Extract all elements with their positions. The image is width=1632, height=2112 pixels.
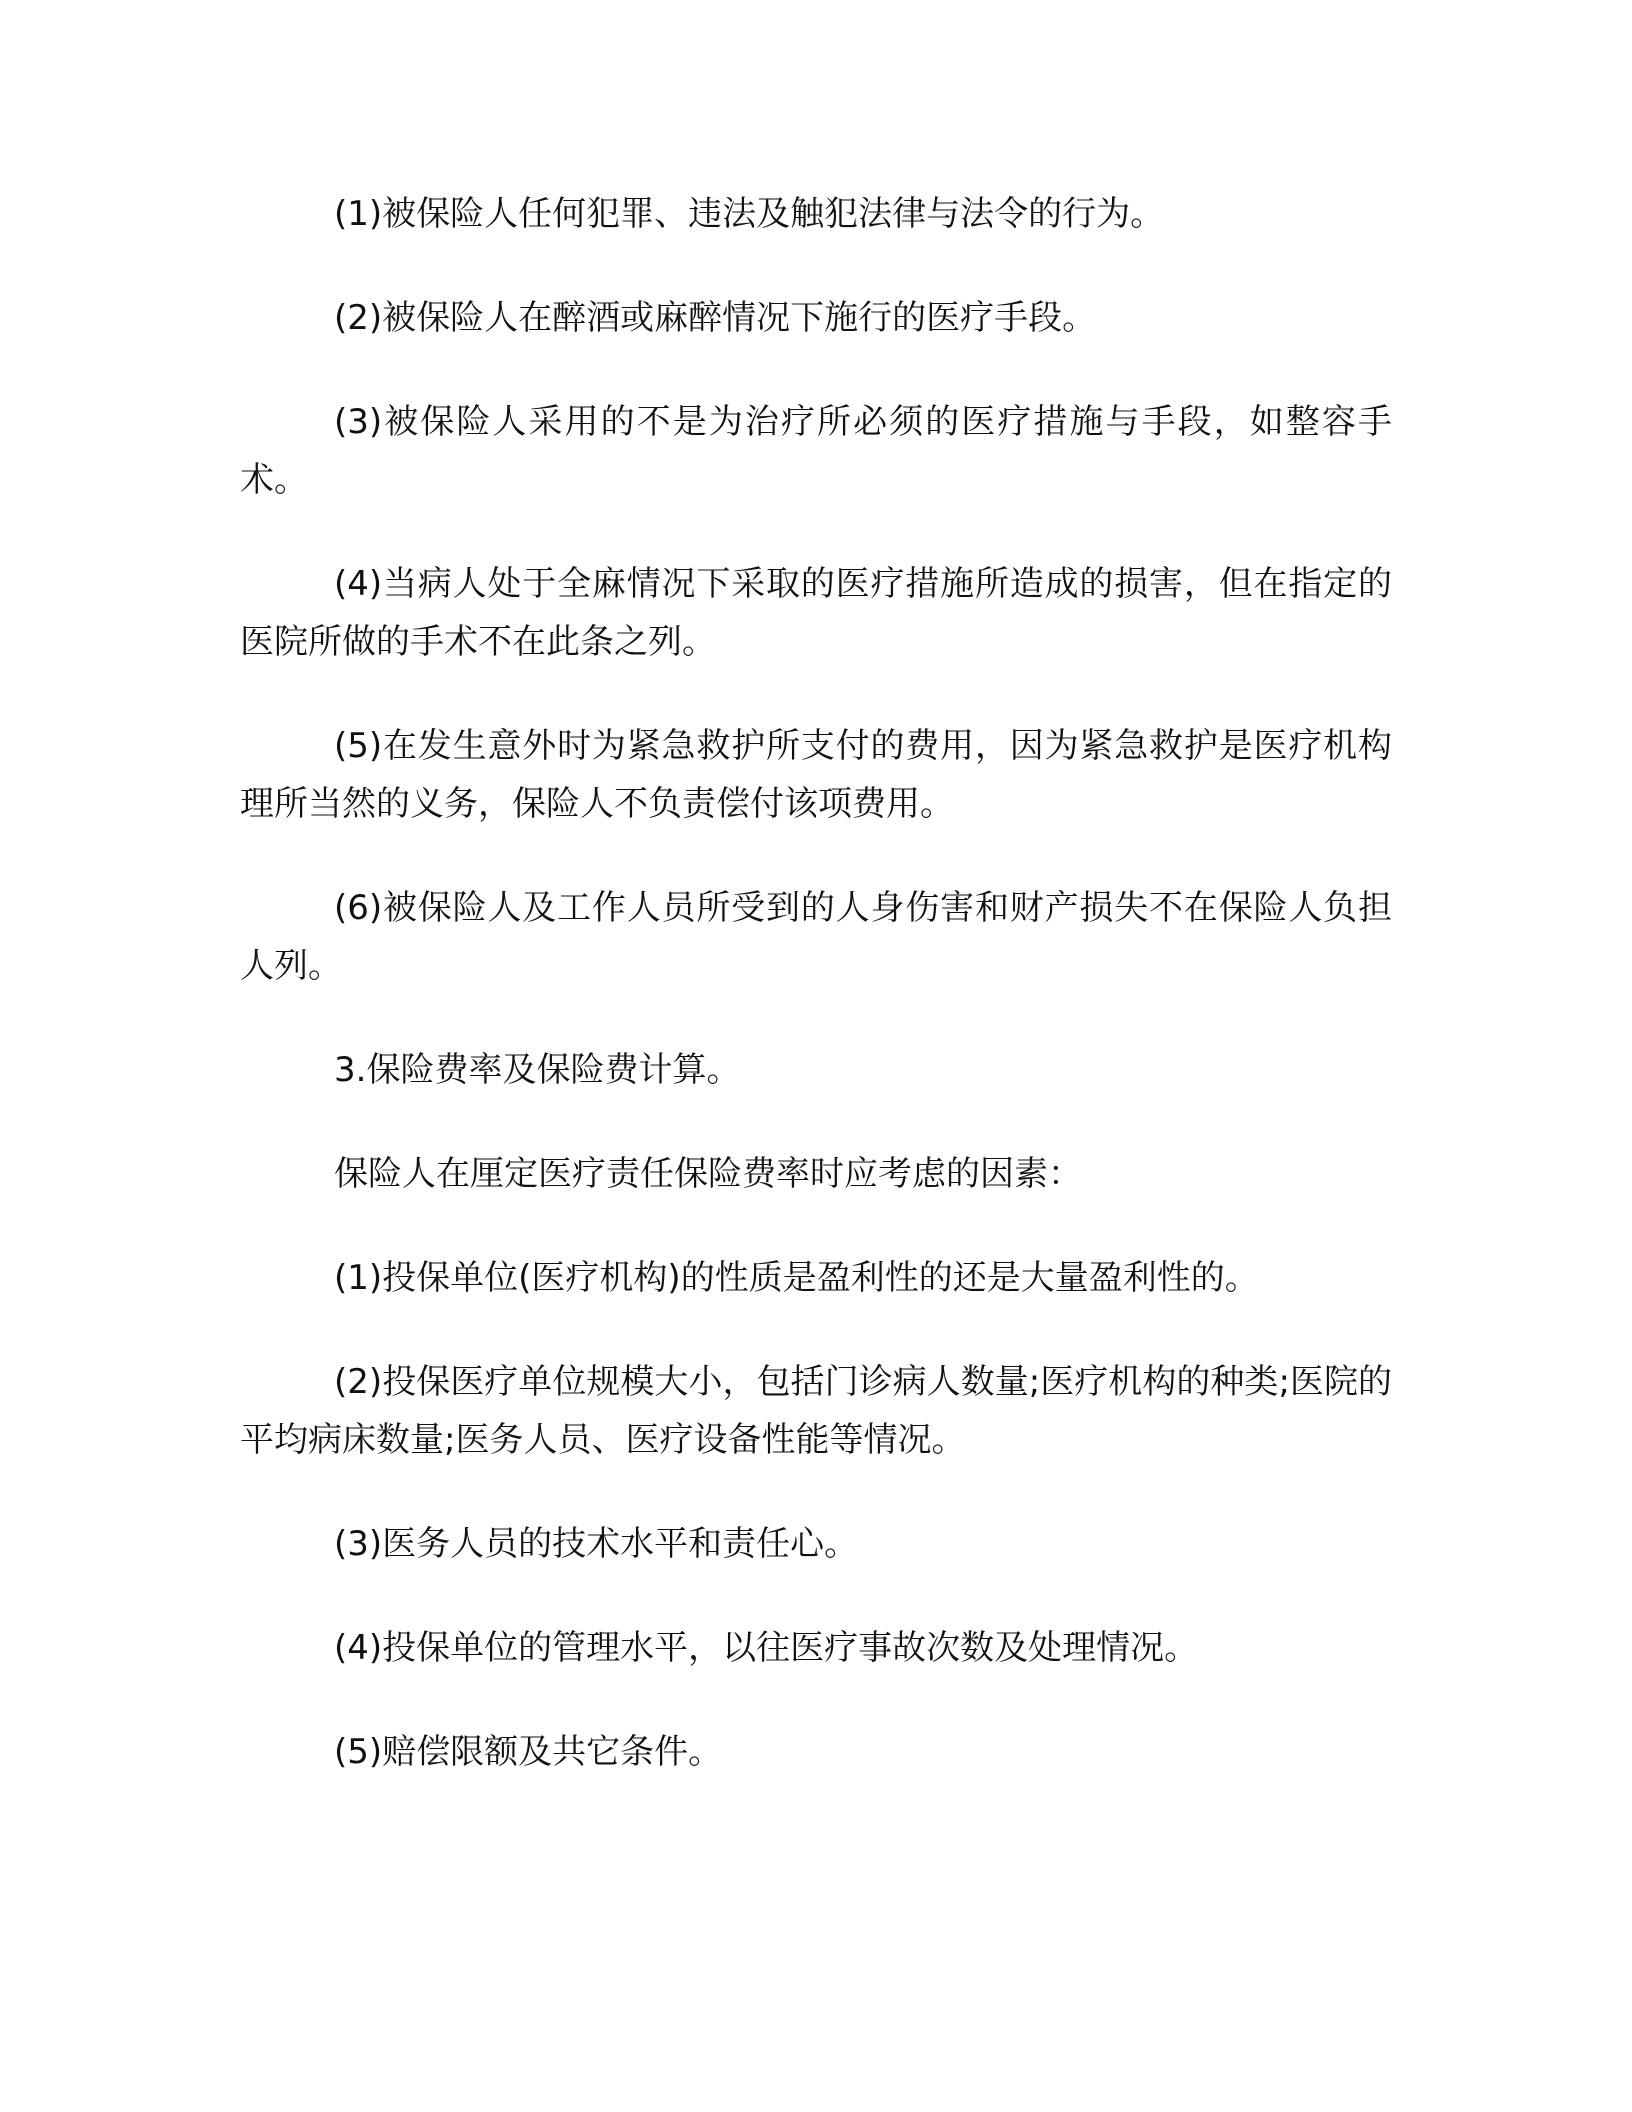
paragraph-exclusion-5: (5)在发生意外时为紧急救护所支付的费用，因为紧急救护是医疗机构理所当然的义务，保险人不负责偿付该项费用。 (240, 726, 1392, 824)
paragraph-exclusion-6: (6)被保险人及工作人员所受到的人身伤害和财产损失不在保险人负担人列。 (240, 888, 1392, 986)
paragraph-factor-3: (3)医务人员的技术水平和责任心。 (334, 1524, 859, 1564)
document-body (240, 185, 1392, 1781)
paragraph-factor-2: (2)投保医疗单位规模大小，包括门诊病人数量;医疗机构的种类;医院的平均病床数量;医务人员、医疗设备性能等情况。 (240, 1362, 1392, 1460)
paragraph-exclusion-1: (1)被保险人任何犯罪、违法及触犯法律与法令的行为。 (334, 194, 1165, 234)
paragraph-factor-4: (4)投保单位的管理水平，以往医疗事故次数及处理情况。 (334, 1628, 1199, 1668)
paragraph-factor-1: (1)投保单位(医疗机构)的性质是盈利性的还是大量盈利性的。 (334, 1258, 1259, 1298)
paragraph-exclusion-3: (3)被保险人采用的不是为治疗所必须的医疗措施与手段，如整容手术。 (240, 402, 1392, 500)
paragraph-factor-5: (5)赔偿限额及共它条件。 (334, 1732, 723, 1772)
paragraph-exclusion-4: (4)当病人处于全麻情况下采取的医疗措施所造成的损害，但在指定的医院所做的手术不在此条之列。 (240, 564, 1392, 662)
section-heading-premium-rate: 3.保险费率及保险费计算。 (334, 1050, 741, 1090)
paragraph-exclusion-2: (2)被保险人在醉酒或麻醉情况下施行的医疗手段。 (334, 298, 1097, 338)
paragraph-rate-factors-intro: 保险人在厘定医疗责任保险费率时应考虑的因素： (334, 1154, 1082, 1194)
